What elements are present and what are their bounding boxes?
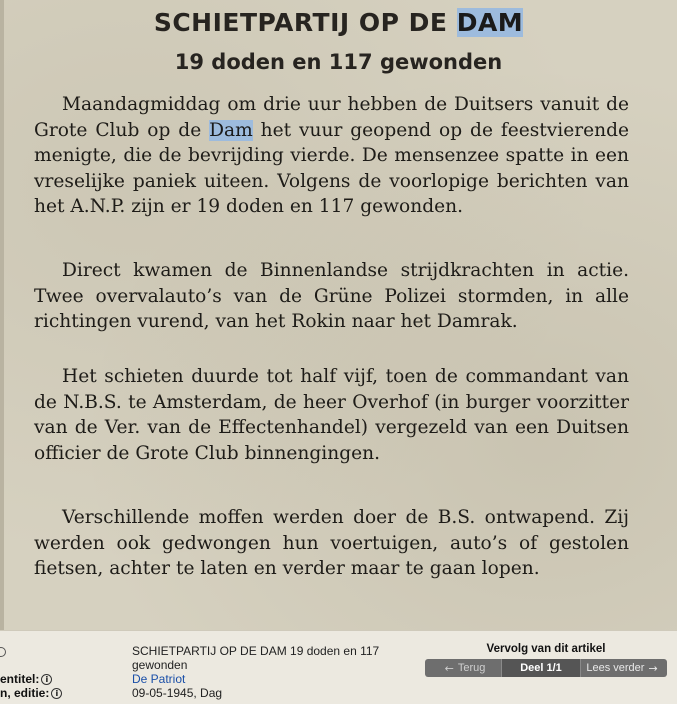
paragraph-4: Verschillende moffen werden doer de B.S. ontwapend. Zij werden ook gedwongen hun voertuigen, auto’s of gestolen fietsen, achter te laten en verder maar te gaan lopen. bbox=[34, 507, 629, 580]
paragraph-3: Het schieten duurde tot half vijf, toen de commandant van de N.B.S. te Amsterdam, de heer Overhof (in burger voorzitter van de Ver. van de Effectenhandel) vergezeld van een Duitsen officier de Grote Club binnengingen. bbox=[34, 366, 629, 464]
read-more-label: Lees verder bbox=[586, 662, 645, 674]
paragraph-1-text-a: Maandagmiddag om drie uur hebben de Duitsers vanuit de Grote Club op de bbox=[34, 94, 629, 141]
meta-title-value: SCHIETPARTIJ OP DE DAM 19 doden en 117 bbox=[132, 644, 380, 658]
arrow-right-icon: → bbox=[648, 661, 658, 675]
continuation-heading: Vervolg van dit artikel bbox=[486, 643, 606, 655]
headline-text: SCHIETPARTIJ OP DE bbox=[153, 8, 457, 37]
meta-title-value-cont: gewonden bbox=[132, 658, 188, 672]
arrow-left-icon: ← bbox=[444, 661, 454, 675]
info-icon[interactable]: i bbox=[41, 674, 52, 685]
meta-date-edition: 09-05-1945, Dag bbox=[132, 686, 223, 700]
label-title bbox=[0, 672, 52, 686]
info-icon[interactable] bbox=[0, 647, 6, 657]
article-headline bbox=[0, 8, 677, 37]
back-label: Terug bbox=[457, 662, 486, 674]
article-pagination bbox=[425, 659, 667, 677]
scan-fold-edge bbox=[0, 0, 4, 630]
part-indicator: Deel 1/1 bbox=[502, 659, 581, 677]
read-more-button[interactable] bbox=[581, 659, 667, 677]
article-metadata-panel bbox=[0, 630, 677, 704]
label-edition-text: n, editie: bbox=[0, 686, 50, 700]
article-subheadline: 19 doden en 117 gewonden bbox=[174, 50, 503, 74]
paragraph-2: Direct kwamen de Binnenlandse strijdkrachten in actie. Twee overvalauto’s van de Grüne Polizei stormden, in alle richtingen vurend, van het Rokin naar het Damrak. bbox=[34, 260, 629, 333]
paragraph-1 bbox=[34, 92, 629, 220]
search-highlight: Dam bbox=[209, 119, 253, 141]
search-highlight: DAM bbox=[456, 8, 524, 37]
newspaper-link[interactable]: De Patriot bbox=[132, 672, 186, 686]
back-button[interactable] bbox=[425, 659, 502, 677]
label-title-text: entitel: bbox=[0, 672, 40, 686]
info-icon[interactable]: i bbox=[51, 688, 62, 699]
label-edition bbox=[0, 686, 62, 700]
paragraph-1-text-b: het vuur geopend op de feestvierende menigte, die de bevrijding vierde. De mensenzee spatte in een vreselijke paniek uiteen. Volgens de voorlopige berichten van het A.N.P. zijn er 19 doden en 117 gewonden. bbox=[34, 119, 630, 218]
